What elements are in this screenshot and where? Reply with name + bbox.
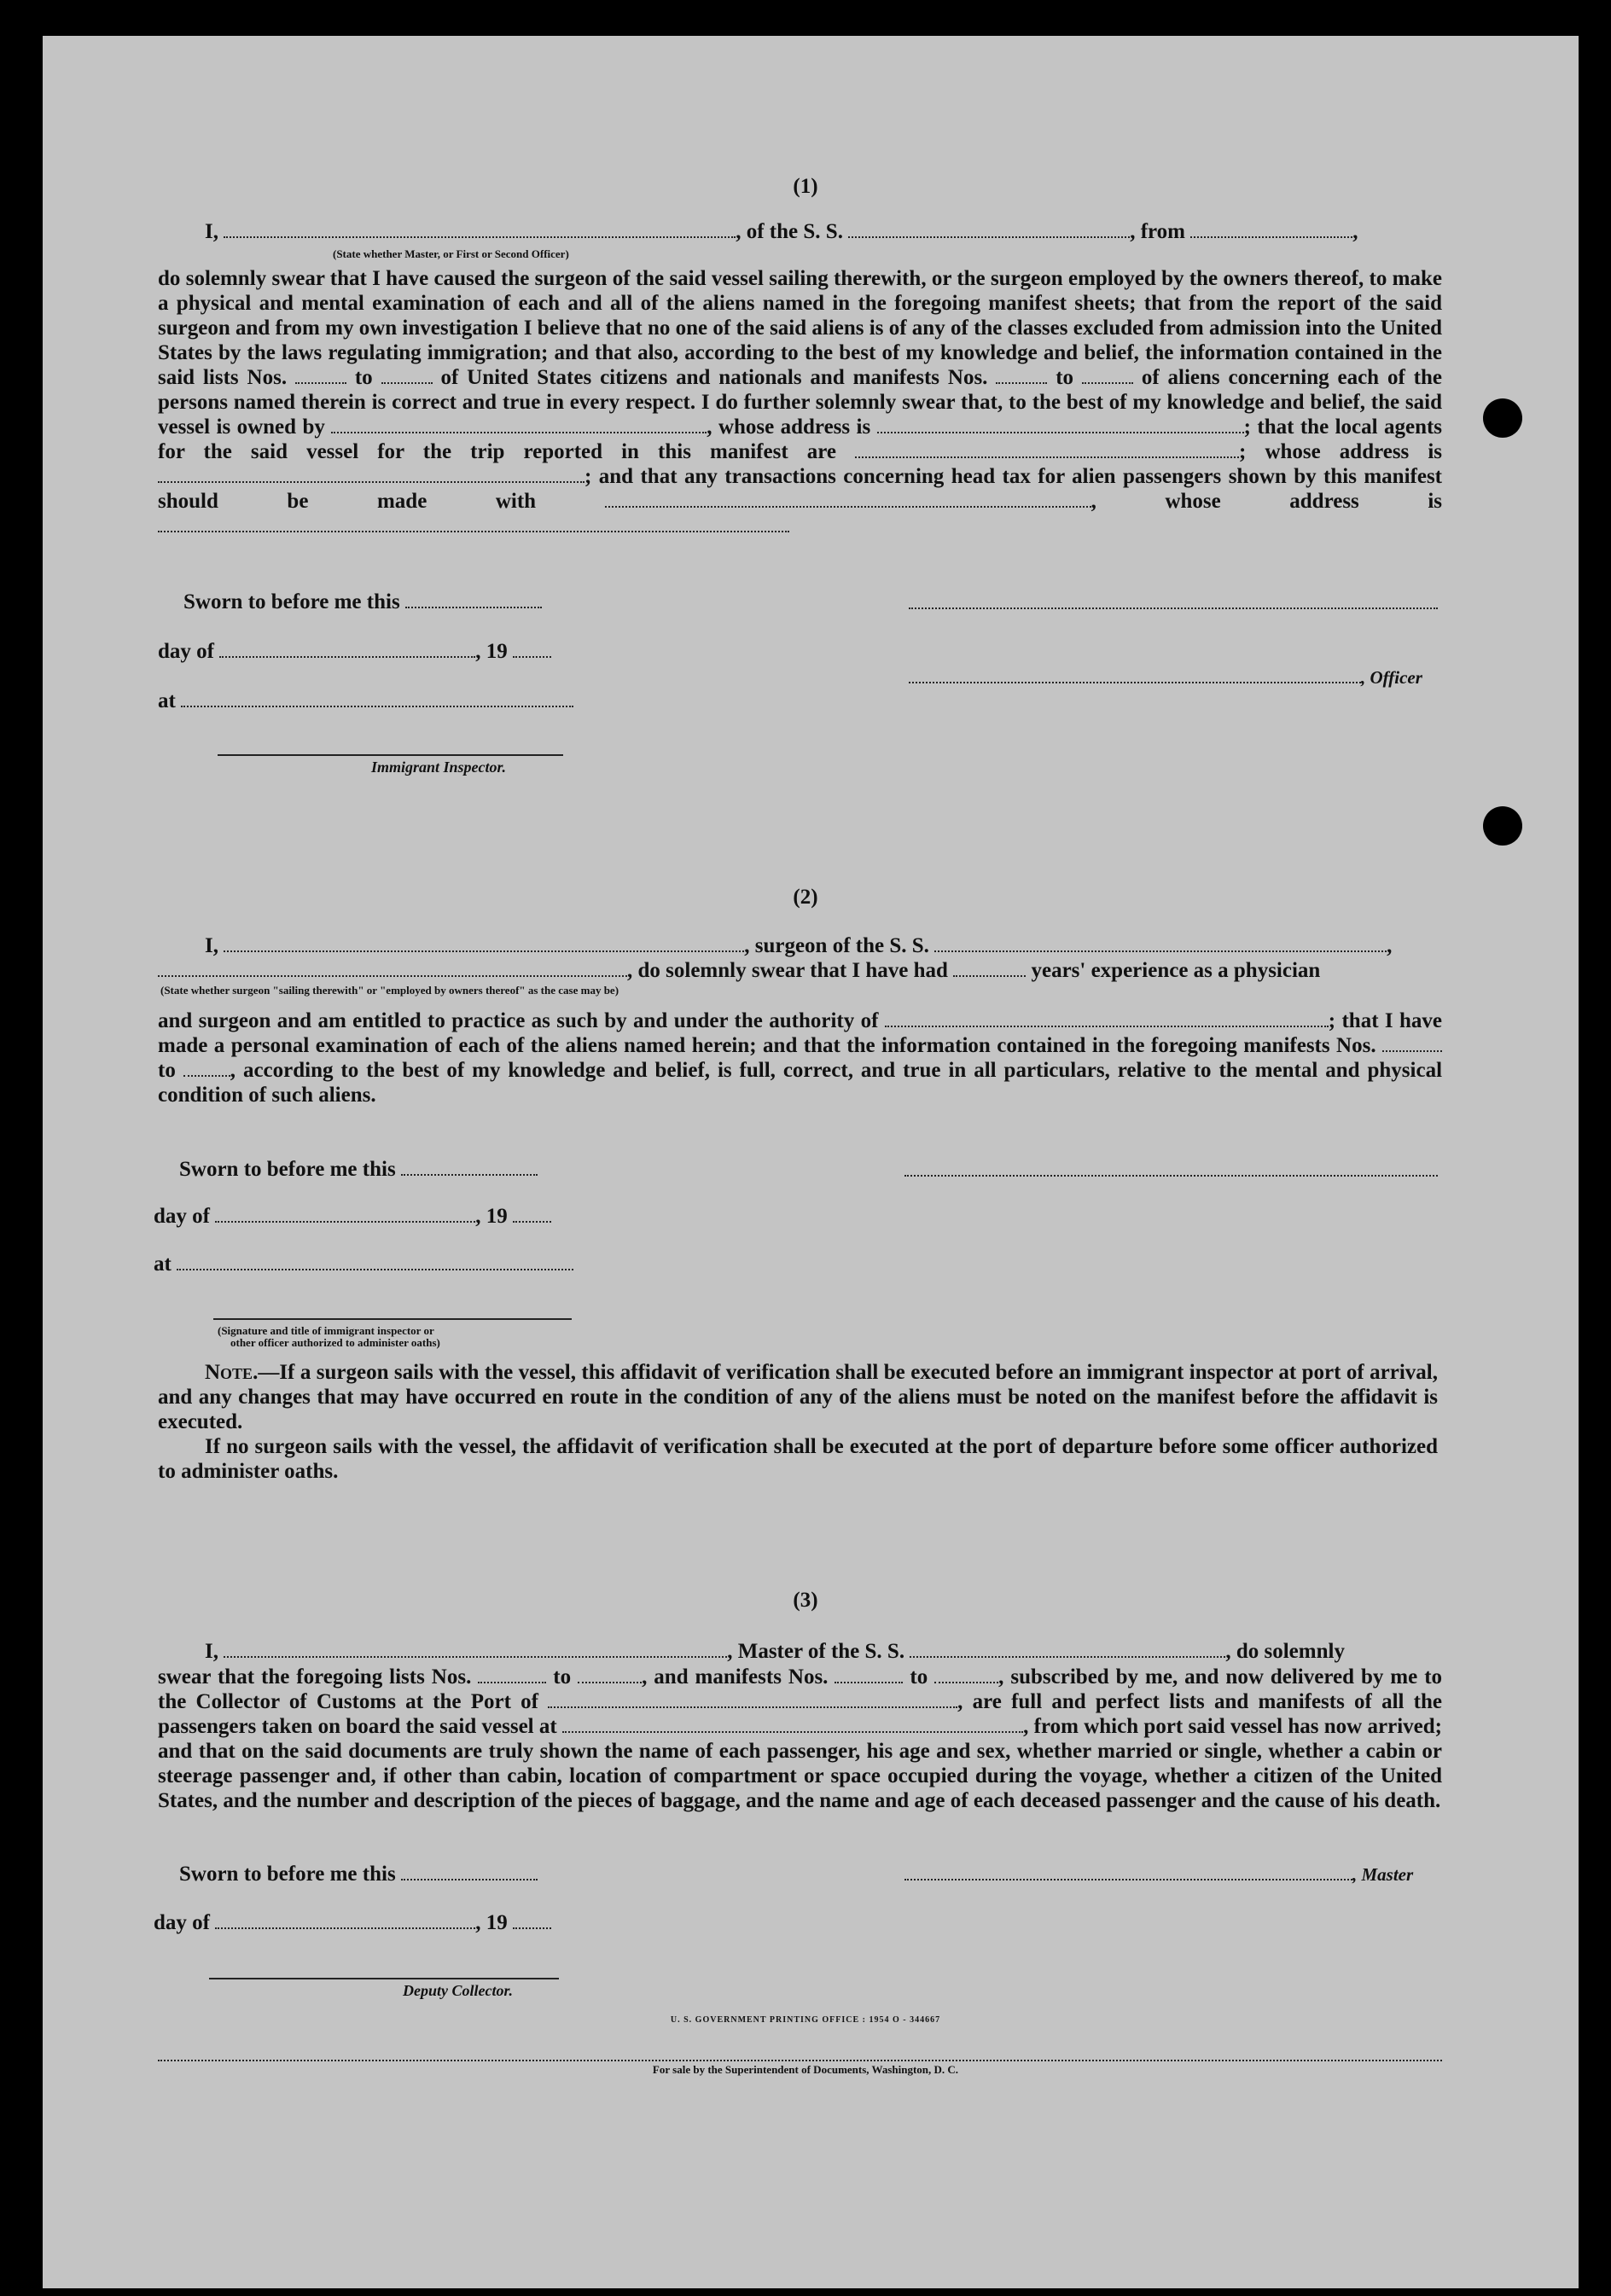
- lists-from-field[interactable]: [295, 367, 346, 384]
- solemnly-label: , do solemnly: [1225, 1640, 1345, 1663]
- deputy-collector-signature-line[interactable]: [209, 1978, 559, 1979]
- at-line-1: [158, 689, 573, 713]
- deputy-collector-label: Deputy Collector.: [403, 1982, 513, 1999]
- administering-officer-signature-line[interactable]: [213, 1318, 572, 1320]
- to-label: to: [1056, 366, 1074, 389]
- from-label: , from: [1130, 220, 1185, 243]
- manifests-from-field-2[interactable]: [1382, 1035, 1442, 1052]
- to-label: to: [910, 1665, 928, 1689]
- manifests-from-field-3[interactable]: [835, 1666, 903, 1683]
- section-3-number: (3): [793, 1589, 818, 1612]
- day-of-line-2: [154, 1205, 551, 1229]
- owner-field[interactable]: [331, 416, 707, 433]
- year-field-2[interactable]: [513, 1206, 551, 1223]
- section-3-text-4: , are full and perfect lists and manifests of all the passengers taken on board the said vessel at: [158, 1690, 1443, 1738]
- sworn-date-field-3[interactable]: [401, 1863, 538, 1880]
- master-label: , Master: [1352, 1864, 1414, 1885]
- section-1-oath-line: [205, 220, 1358, 244]
- footer-rule: [158, 2060, 1442, 2061]
- officer-name-field[interactable]: [224, 221, 736, 238]
- section-1-text-7: , whose address is: [1090, 490, 1442, 513]
- punch-hole-top: [1483, 398, 1522, 438]
- master-name-field[interactable]: [224, 1641, 727, 1658]
- sworn-label: Sworn to before me this: [179, 1158, 396, 1181]
- day-of-label: day of: [158, 640, 214, 663]
- note-paragraph-1: [158, 1360, 1438, 1434]
- whose-address-label: , whose address is: [707, 416, 871, 439]
- section-1-text-3: of aliens concerning each of the persons named therein is correct and true in every respect. I do further solemnly swear that, to the best of my knowledge and belief, the said vessel is owned by: [158, 366, 1443, 439]
- surgeon-vessel-field[interactable]: [934, 935, 1387, 952]
- solemnly-label: , do solemnly swear that I have had: [627, 959, 948, 982]
- officer-label: , Officer: [1361, 667, 1422, 688]
- authority-field[interactable]: [885, 1010, 1329, 1027]
- from-port-field[interactable]: [1190, 221, 1352, 238]
- i-label: I,: [205, 220, 218, 243]
- surgeon-status-field[interactable]: [158, 960, 627, 977]
- to-label: to: [553, 1665, 572, 1689]
- agents-field[interactable]: [855, 441, 1239, 458]
- note-paragraph-2: [158, 1434, 1438, 1484]
- manifests-to-field-2[interactable]: [183, 1060, 230, 1077]
- sworn-label: Sworn to before me this: [183, 590, 400, 613]
- to-label: to: [158, 1059, 176, 1082]
- years-experience-field[interactable]: [953, 960, 1026, 977]
- note-text-2: If no surgeon sails with the vessel, the affidavit of verification shall be executed at the port of departure before some officer authorized to administer oaths.: [158, 1435, 1438, 1483]
- note-label: Note.: [205, 1361, 259, 1384]
- day-of-field-2[interactable]: [215, 1206, 475, 1223]
- at-label: at: [154, 1253, 172, 1276]
- officer-line: [909, 666, 1422, 689]
- head-tax-party-field[interactable]: [605, 491, 1091, 508]
- of-ss-label: , of the S. S.: [736, 220, 843, 243]
- year-label: , 19: [475, 1205, 508, 1228]
- section-3-body: [158, 1665, 1442, 1813]
- day-of-label: day of: [154, 1911, 210, 1934]
- section-3-oath-line: [205, 1640, 1345, 1664]
- semicolon: ;: [1243, 416, 1251, 439]
- section-3-text-3: , subscribed by me, and now delivered by me to the Collector of Customs at the Port of: [158, 1665, 1443, 1713]
- officer-hint: (State whether Master, or First or Second Officer): [333, 247, 569, 260]
- year-field-3[interactable]: [513, 1912, 551, 1929]
- section-1-body: [158, 266, 1442, 538]
- semicolon: ;: [1328, 1009, 1336, 1032]
- at-line-2: [154, 1253, 573, 1276]
- section-1-text-5: whose address is: [1265, 440, 1443, 463]
- manifests-to-field[interactable]: [1082, 367, 1133, 384]
- comma: ,: [1352, 220, 1358, 243]
- section-2-oath-line: [205, 934, 1392, 958]
- surgeon-hint: (State whether surgeon "sailing therewith" or "employed by owners thereof" as the case may be): [160, 984, 619, 997]
- section-3-text-2: , and manifests Nos.: [642, 1665, 829, 1689]
- section-2-text-1: and surgeon and am entitled to practice as such by and under the authority of: [158, 1009, 879, 1032]
- sworn-line-2: [179, 1158, 538, 1182]
- at-place-field[interactable]: [181, 690, 573, 707]
- port-of-embarkation-field[interactable]: [562, 1716, 1023, 1733]
- lists-from-field-3[interactable]: [478, 1666, 546, 1683]
- year-field[interactable]: [513, 641, 551, 658]
- head-tax-address-field[interactable]: [158, 515, 789, 532]
- lists-to-field-3[interactable]: [578, 1666, 642, 1683]
- lists-to-field[interactable]: [381, 367, 433, 384]
- to-label: to: [354, 366, 373, 389]
- year-label: , 19: [475, 640, 508, 663]
- officer-signature-field[interactable]: [909, 666, 1361, 683]
- section-3-text-1: swear that the foregoing lists Nos.: [158, 1665, 472, 1689]
- master-signature-line: [904, 1863, 1413, 1886]
- section-2-number: (2): [793, 886, 818, 909]
- signature-hint-2: other officer authorized to administer oaths): [230, 1336, 440, 1349]
- manifests-to-field-3[interactable]: [934, 1666, 998, 1683]
- i-label: I,: [205, 1640, 218, 1663]
- section-3-text-5: , from which port said vessel has now arrived; and that on the said documents are truly shown the name of each passenger, his age and sex, whether married or single, whether a cabin or steerage passenger and, if other than cabin, location of compartment or space occupied during the voyage, whether a citizen of the United States, and the number and description of the pieces of baggage, and the name and age of each deceased passenger and the cause of his death.: [158, 1715, 1442, 1812]
- section-2-text-2: that I have made a personal examination of each of the aliens named herein; and that the information contained in the foregoing manifests Nos.: [158, 1009, 1443, 1057]
- sworn-line-1: [183, 590, 542, 614]
- surgeon-signature-line[interactable]: [904, 1175, 1438, 1177]
- port-of-arrival-field[interactable]: [548, 1691, 957, 1708]
- at-place-field-2[interactable]: [177, 1253, 573, 1270]
- year-label: , 19: [475, 1911, 508, 1934]
- master-signature-field[interactable]: [904, 1863, 1352, 1880]
- surgeon-of-label: , surgeon of the S. S.: [744, 934, 929, 957]
- sworn-date-field[interactable]: [405, 591, 542, 608]
- day-of-field[interactable]: [219, 641, 475, 658]
- section-1-number: (1): [793, 175, 818, 198]
- day-of-field-3[interactable]: [215, 1912, 475, 1929]
- gpo-imprint: U. S. GOVERNMENT PRINTING OFFICE : 1954 O - 344667: [670, 2015, 941, 2025]
- section-2-body: [158, 1008, 1442, 1107]
- day-of-line-3: [154, 1911, 551, 1935]
- day-of-line-1: [158, 640, 551, 664]
- sworn-date-field-2[interactable]: [401, 1159, 538, 1176]
- section-1-text-4: that the local agents for the said vessel for the trip reported in this manifest are: [158, 416, 1443, 463]
- day-of-label: day of: [154, 1205, 210, 1228]
- surgeon-status-line: [158, 959, 1320, 983]
- section-2-text-3: , according to the best of my knowledge and belief, is full, correct, and true in all particulars, relative to the mental and physical condition of such aliens.: [158, 1059, 1443, 1107]
- section-1-text-1: do solemnly swear that I have caused the surgeon of the said vessel sailing therewith, or the surgeon employed by the owners thereof, to make a physical and mental examination of each and all of the aliens named in the foregoing manifest sheets; that from the report of the said surgeon and from my own investigation I believe that no one of the said aliens is of any of the classes excluded from admission into the United States by the laws regulating immigration; and that also, according to the best of my knowledge and belief, the information contained in the said lists Nos.: [158, 267, 1442, 389]
- vessel-name-field[interactable]: [848, 221, 1130, 238]
- inspector-signature-line[interactable]: [218, 754, 563, 756]
- semicolon: ;: [1239, 440, 1247, 463]
- immigrant-inspector-label: Immigrant Inspector.: [371, 759, 507, 776]
- at-label: at: [158, 689, 176, 712]
- sale-notice: For sale by the Superintendent of Documents, Washington, D. C.: [652, 2063, 959, 2076]
- section-1-text-6: ; and that any transactions concerning head tax for alien passengers shown by this manifest should be made with: [158, 465, 1442, 513]
- surgeon-name-field[interactable]: [224, 935, 744, 952]
- owner-address-field[interactable]: [877, 416, 1244, 433]
- note-text-1: —If a surgeon sails with the vessel, this affidavit of verification shall be executed before an immigrant inspector at port of arrival, and any changes that may have occurred en route in the condition of any of the aliens must be noted on the manifest before the affidavit is executed.: [158, 1361, 1438, 1433]
- manifests-from-field[interactable]: [996, 367, 1047, 384]
- officer-signature-line-top[interactable]: [909, 607, 1438, 609]
- sworn-line-3: [179, 1863, 538, 1886]
- years-label: years' experience as a physician: [1031, 959, 1321, 982]
- agents-address-field[interactable]: [158, 466, 584, 483]
- sworn-label: Sworn to before me this: [179, 1863, 396, 1886]
- master-vessel-field[interactable]: [910, 1641, 1225, 1658]
- punch-hole-bottom: [1483, 806, 1522, 846]
- master-of-label: , Master of the S. S.: [727, 1640, 905, 1663]
- comma: ,: [1387, 934, 1393, 957]
- section-1-text-2: of United States citizens and nationals and manifests Nos.: [440, 366, 988, 389]
- signature-hint-1: (Signature and title of immigrant inspector or: [218, 1324, 434, 1337]
- i-label: I,: [205, 934, 218, 957]
